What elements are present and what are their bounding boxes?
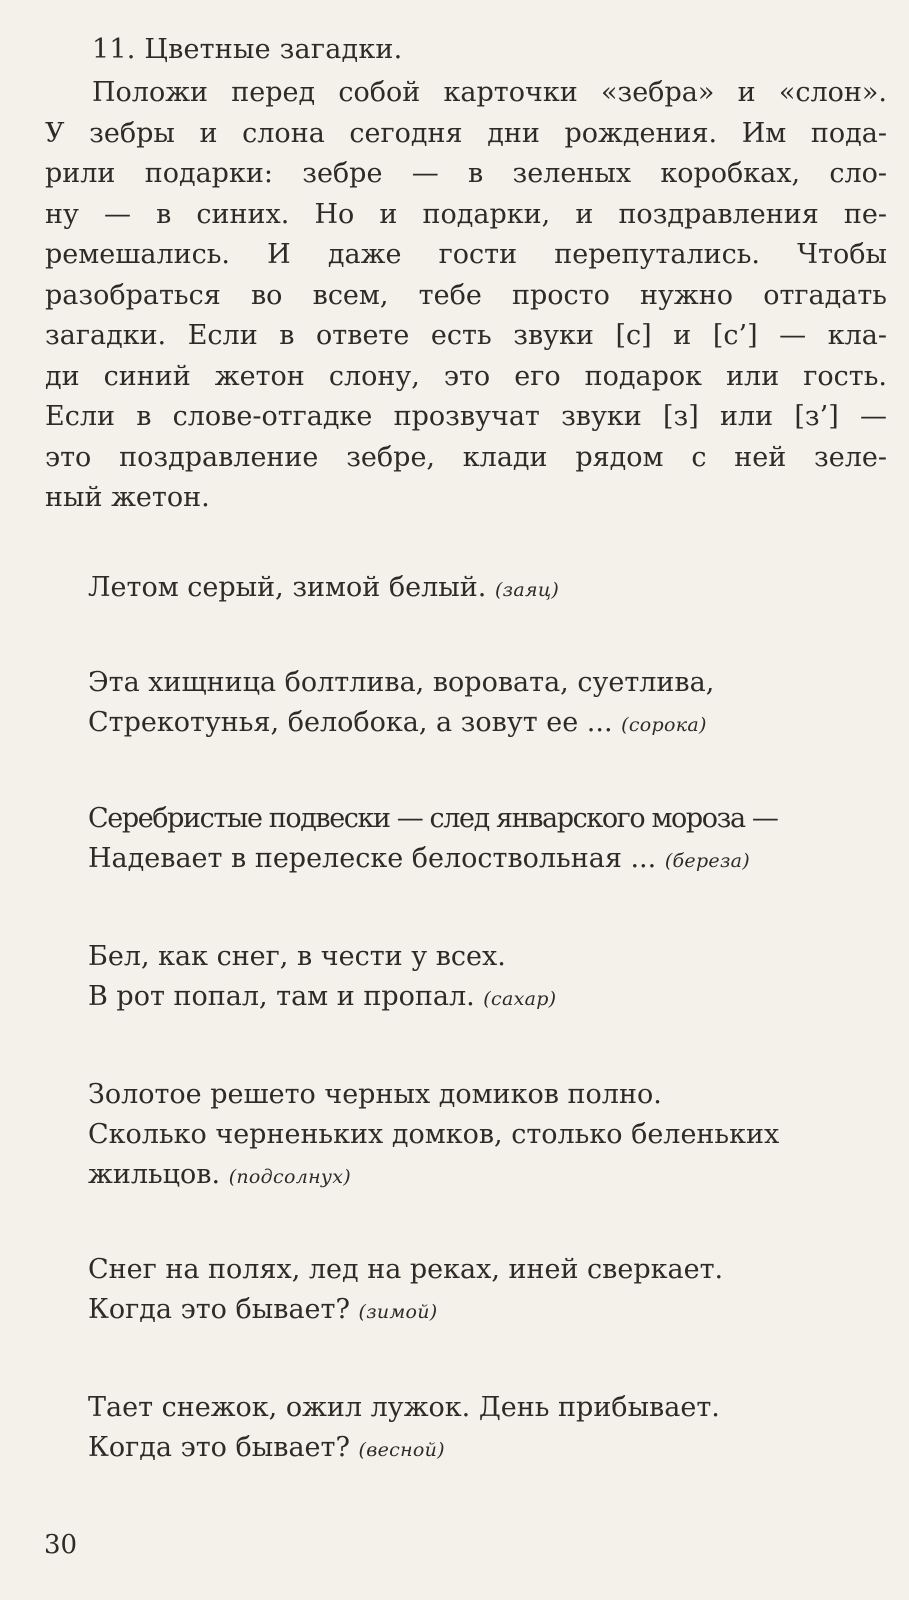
riddle-line: Стрекотунья, белобока, а зовут ее ... (сорока) (88, 707, 707, 738)
riddle-answer: (зимой) (358, 1301, 438, 1323)
riddle-1 (88, 568, 888, 608)
riddle-line: Тает снежок, ожил лужок. День прибывает. (88, 1392, 720, 1423)
riddle-answer: (подсолнух) (228, 1166, 351, 1188)
riddle-line: Когда это бывает? (весной) (88, 1432, 445, 1463)
riddle-4 (88, 937, 888, 1017)
riddle-line: Надевает в перелеске белоствольная ... (береза) (88, 843, 750, 874)
riddle-5 (88, 1075, 888, 1195)
instruction-line: рили подарки: зебре — в зеленых коробках, сло- (45, 158, 887, 189)
instruction-line: ну — в синих. Но и подарки, и поздравления пе- (45, 198, 887, 230)
riddle-answer: (сорока) (621, 714, 707, 736)
riddle-line: Серебристые подвески — след январского мороза — (88, 803, 778, 834)
riddle-line: Бел, как снег, в чести у всех. (88, 941, 506, 972)
instruction-line: ный жетон. (45, 482, 210, 513)
instruction-line: У зебры и слона сегодня дни рождения. Им пода- (45, 117, 887, 149)
riddle-answer: (береза) (664, 850, 750, 872)
instruction-line: разобраться во всем, тебе просто нужно отгадать (45, 279, 887, 311)
riddle-answer: (сахар) (483, 988, 557, 1010)
riddle-line: Золотое решето черных домиков полно. (88, 1079, 662, 1110)
riddle-line: Эта хищница болтлива, воровата, суетлива, (88, 667, 715, 698)
riddle-2 (88, 663, 888, 743)
riddle-answer: (заяц) (494, 579, 560, 601)
riddle-line: Сколько черненьких домков, столько беленьких (88, 1119, 780, 1150)
instruction-line: это поздравление зебре, клади рядом с ней зеле- (45, 441, 887, 473)
riddle-3 (88, 799, 888, 879)
instruction-line: загадки. Если в ответе есть звуки [с] и [с’] — кла- (45, 320, 887, 351)
instruction-line: Положи перед собой карточки «зебра» и «слон». (92, 77, 887, 108)
instruction-line: ремешались. И даже гости перепутались. Чтобы (45, 239, 887, 270)
riddle-6 (88, 1250, 888, 1330)
instruction-line: ди синий жетон слону, это его подарок или гость. (45, 360, 887, 392)
page-number: 30 (44, 1530, 78, 1560)
exercise-heading: 11. Цветные загадки. (92, 34, 403, 65)
instruction-line: Если в слове-отгадке прозвучат звуки [з] или [з’] — (45, 401, 887, 432)
exercise-instructions (45, 73, 887, 519)
riddle-line: Летом серый, зимой белый. (заяц) (88, 572, 560, 603)
riddle-line: Когда это бывает? (зимой) (88, 1294, 438, 1325)
riddle-line: жильцов. (подсолнух) (88, 1159, 351, 1190)
riddle-line: Снег на полях, лед на реках, иней сверкает. (88, 1254, 724, 1285)
riddle-answer: (весной) (358, 1439, 445, 1461)
riddle-7 (88, 1388, 888, 1468)
riddle-line: В рот попал, там и пропал. (сахар) (88, 981, 557, 1012)
